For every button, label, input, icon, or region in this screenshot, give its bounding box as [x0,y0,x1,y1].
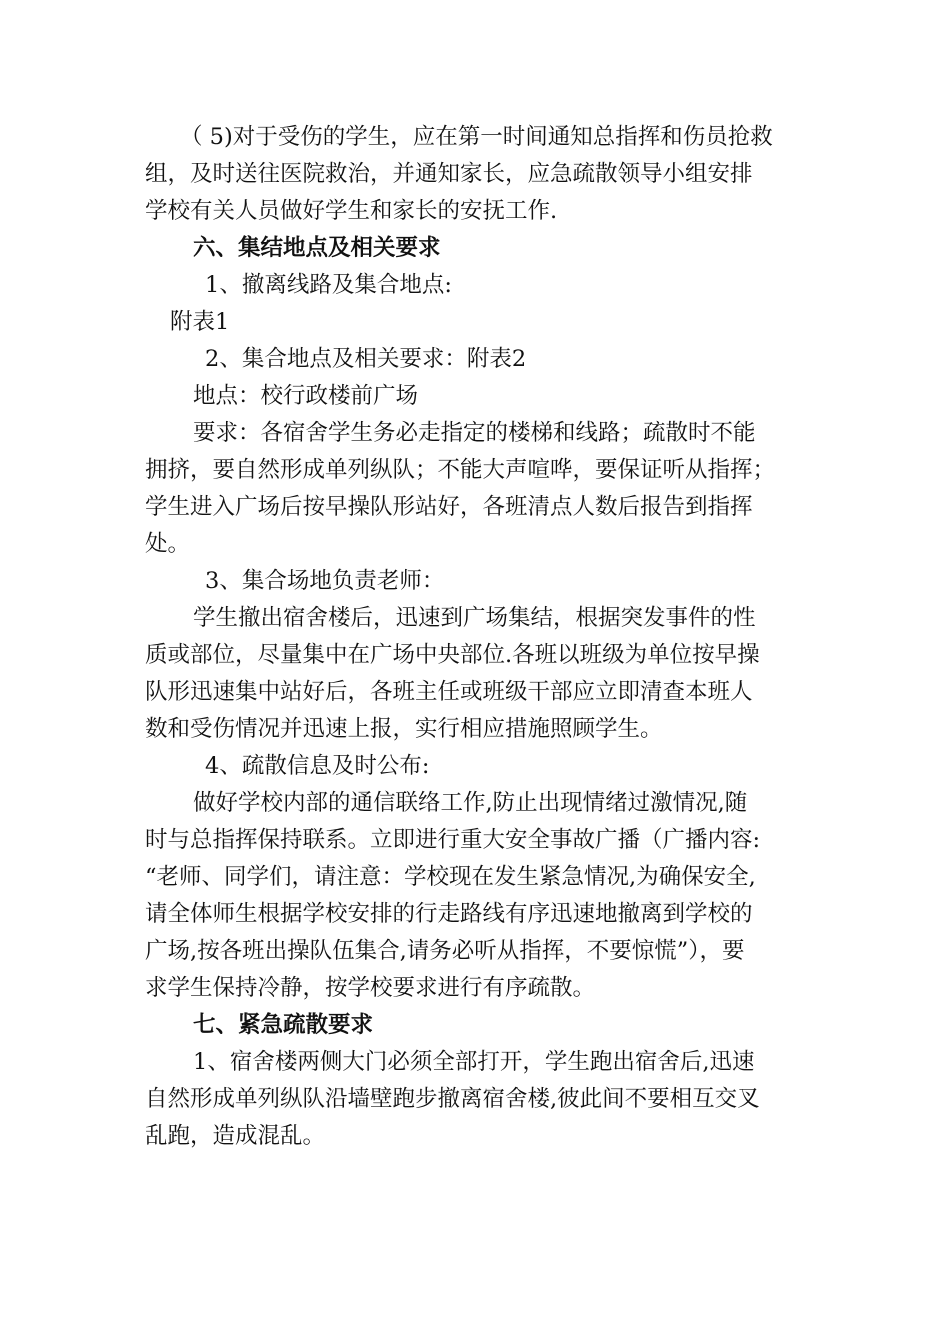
text-line: 求学生保持冷静，按学校要求进行有序疏散。 [145,975,596,1001]
text-line: 做好学校内部的通信联络工作,防止出现情绪过激情况,随 [193,790,748,816]
text-line: 时与总指挥保持联系。立即进行重大安全事故广播（广播内容: [145,827,761,853]
text-line: 1、宿舍楼两侧大门必须全部打开，学生跑出宿舍后,迅速 [193,1049,755,1075]
text-line: 请全体师生根据学校安排的行走路线有序迅速地撤离到学校的 [145,901,753,927]
text-line: 组，及时送往医院救治，并通知家长，应急疏散领导小组安排 [145,161,753,187]
text-line: 乱跑，造成混乱。 [145,1123,326,1149]
text-line: 广场,按各班出操队伍集合,请务必听从指挥，不要惊慌”），要 [145,938,745,964]
text-line: 附表1 [170,309,230,335]
text-line: 地点：校行政楼前广场 [193,383,419,409]
text-line: 要求：各宿舍学生务必走指定的楼梯和线路；疏散时不能 [193,420,756,446]
text-line: 学校有关人员做好学生和家长的安抚工作. [145,198,558,224]
section-heading: 六、集结地点及相关要求 [193,235,441,261]
text-line: 队形迅速集中站好后，各班主任或班级干部应立即清查本班人 [145,679,753,705]
text-line: 3、集合场地负责老师： [205,568,445,594]
text-line: 2、集合地点及相关要求：附表2 [205,346,527,372]
text-line: 学生撤出宿舍楼后，迅速到广场集结，根据突发事件的性 [193,605,756,631]
text-line: 自然形成单列纵队沿墙壁跑步撤离宿舍楼,彼此间不要相互交叉 [145,1086,760,1112]
text-line: 拥挤，要自然形成单列纵队；不能大声喧哗，要保证听从指挥； [145,457,776,483]
text-line: （ 5)对于受伤的学生，应在第一时间通知总指挥和伤员抢救 [180,124,773,150]
text-line: 数和受伤情况并迅速上报，实行相应措施照顾学生。 [145,716,663,742]
text-line: 质或部位，尽量集中在广场中央部位.各班以班级为单位按早操 [145,642,760,668]
section-heading: 七、紧急疏散要求 [193,1012,374,1038]
text-line: 处。 [145,531,191,557]
text-line: 4、疏散信息及时公布: [205,753,430,779]
text-line: “老师、同学们，请注意：学校现在发生紧急情况,为确保安全, [145,864,756,890]
text-line: 1、撤离线路及集合地点: [205,272,452,298]
text-line: 学生进入广场后按早操队形站好，各班清点人数后报告到指挥 [145,494,753,520]
